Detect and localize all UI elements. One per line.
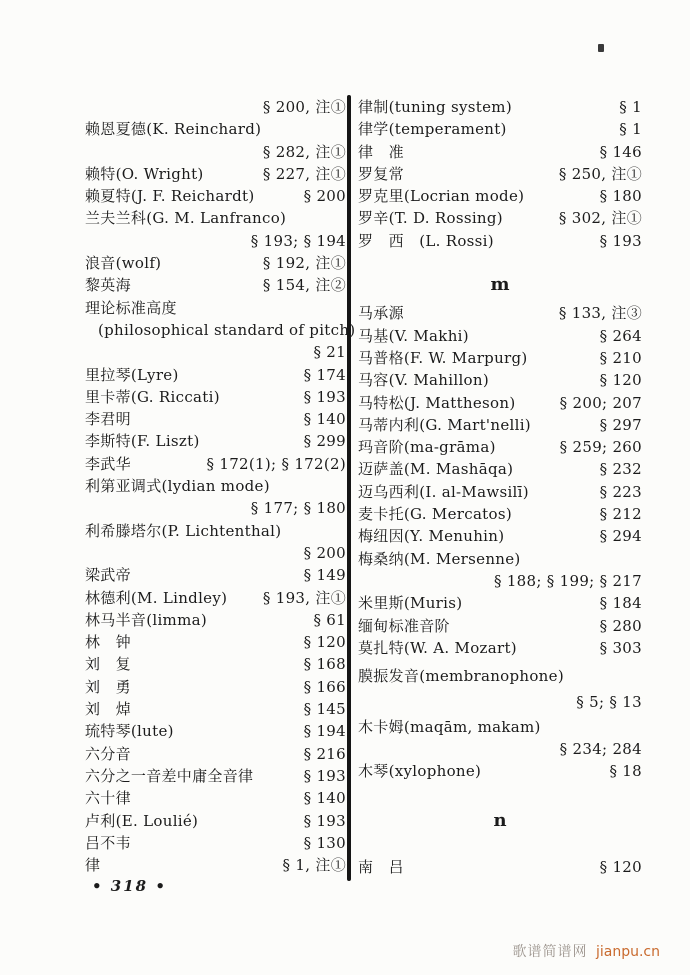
entry-ref: § 193, 注①	[262, 588, 346, 607]
index-line	[358, 856, 642, 878]
section-header-n: n	[493, 809, 507, 831]
entry-term: 黎英海	[85, 276, 131, 295]
entry-ref: § 299	[303, 432, 346, 451]
index-line	[358, 163, 642, 185]
ink-speck	[598, 44, 604, 52]
index-line	[358, 414, 642, 436]
entry-term: 利第亚调式(lydian mode)	[85, 477, 270, 496]
entry-ref: § 194	[303, 722, 346, 741]
index-line	[85, 698, 346, 720]
entry-term: 迈萨盖(M. Mashāqa)	[358, 460, 514, 479]
entry-ref: § 140	[303, 789, 346, 808]
entry-ref: § 294	[599, 527, 642, 546]
index-line	[85, 587, 346, 609]
entry-ref: § 223	[599, 482, 642, 501]
entry-ref: § 130	[303, 833, 346, 852]
entry-ref: § 149	[303, 566, 346, 585]
entry-term: 六分音	[85, 744, 131, 763]
entry-ref: § 297	[599, 415, 642, 434]
index-line	[358, 436, 642, 458]
index-line	[358, 738, 642, 760]
entry-term: 麦卡托(G. Mercatos)	[358, 505, 512, 524]
index-line	[358, 118, 642, 140]
index-line	[85, 118, 346, 140]
entry-ref: § 200	[303, 187, 346, 206]
entry-ref: § 21	[313, 343, 346, 362]
entry-ref: § 210	[599, 348, 642, 367]
index-line	[358, 570, 642, 592]
entry-term: 玛音阶(ma-grāma)	[358, 438, 496, 457]
index-line	[358, 230, 642, 252]
entry-ref: § 146	[599, 142, 642, 161]
entry-term: 理论标准高度	[85, 298, 177, 317]
entry-ref: § 193	[303, 387, 346, 406]
index-line	[358, 185, 642, 207]
entry-ref: § 168	[303, 655, 346, 674]
entry-ref: § 280	[599, 616, 642, 635]
index-line	[358, 503, 642, 525]
index-line	[358, 347, 642, 369]
entry-term: 林 钟	[85, 633, 131, 652]
index-line	[85, 207, 346, 229]
entry-ref: § 193	[599, 231, 642, 250]
entry-term: 李斯特(F. Liszt)	[85, 432, 200, 451]
index-line	[358, 392, 642, 414]
entry-ref: § 232	[599, 460, 642, 479]
index-line	[85, 765, 346, 787]
index-line	[85, 230, 346, 252]
index-line	[358, 207, 642, 229]
entry-ref: § 184	[599, 594, 642, 613]
entry-ref: § 234; 284	[559, 740, 642, 759]
entry-term: 律制(tuning system)	[358, 98, 512, 116]
entry-ref: § 193	[303, 811, 346, 830]
index-line	[358, 302, 642, 324]
index-line	[85, 497, 346, 519]
index-line	[85, 274, 346, 296]
index-line	[85, 319, 356, 341]
entry-term: 里拉琴(Lyre)	[85, 365, 179, 384]
index-line	[85, 810, 346, 832]
entry-ref: § 1	[619, 120, 642, 139]
entry-term: 梅桑纳(M. Mersenne)	[358, 549, 521, 568]
index-line	[358, 760, 642, 782]
entry-ref: § 180	[599, 187, 642, 206]
index-line	[85, 430, 346, 452]
entry-term: 林德利(M. Lindley)	[85, 588, 228, 607]
entry-ref: § 227, 注①	[262, 164, 346, 183]
index-line	[85, 720, 346, 742]
entry-term: 琉特琴(lute)	[85, 722, 174, 741]
entry-ref: § 166	[303, 677, 346, 696]
index-line	[85, 408, 346, 430]
index-line	[358, 548, 642, 570]
index-line	[358, 369, 642, 391]
entry-term: 刘 焯	[85, 700, 131, 719]
index-line	[85, 854, 346, 876]
index-line	[85, 163, 346, 185]
index-line	[85, 564, 346, 586]
index-line	[85, 832, 346, 854]
entry-term: 梅纽因(Y. Menuhin)	[358, 527, 505, 546]
index-line	[358, 691, 642, 713]
entry-term: 南 吕	[358, 857, 404, 876]
index-line	[85, 252, 346, 274]
entry-term: 浪音(wolf)	[85, 254, 162, 273]
entry-term: 马承源	[358, 304, 404, 323]
entry-ref: § 120	[599, 371, 642, 390]
index-line	[85, 364, 346, 386]
index-line	[85, 609, 346, 631]
entry-ref: § 18	[609, 762, 642, 781]
entry-ref: § 174	[303, 365, 346, 384]
entry-term: 李君明	[85, 410, 131, 429]
index-line	[358, 481, 642, 503]
entry-ref: § 212	[599, 505, 642, 524]
entry-ref: § 1, 注①	[282, 856, 346, 875]
entry-ref: § 200	[303, 543, 346, 562]
entry-term: 卢利(E. Loulié)	[85, 811, 199, 830]
index-line	[358, 615, 642, 637]
column-divider	[347, 95, 351, 881]
entry-term: 刘 勇	[85, 677, 131, 696]
entry-ref: § 1	[619, 98, 642, 116]
index-line	[85, 743, 346, 765]
entry-term: 吕不韦	[85, 833, 131, 852]
entry-term: 林马半音(limma)	[85, 610, 207, 629]
index-line	[358, 665, 642, 687]
index-line	[358, 458, 642, 480]
index-line	[85, 475, 346, 497]
entry-ref: § 200, 注①	[262, 98, 346, 116]
entry-term: 迈乌西利(I. al-Mawsilī)	[358, 482, 529, 501]
index-line	[85, 787, 346, 809]
entry-term: (philosophical standard of pitch)	[98, 320, 356, 339]
entry-term: 六分之一音差中庸全音律	[85, 766, 254, 785]
entry-ref: § 120	[599, 857, 642, 876]
entry-term: 膜振发音(membranophone)	[358, 667, 564, 686]
entry-term: 马基(V. Makhi)	[358, 326, 469, 345]
entry-term: 木卡姆(maqām, makam)	[358, 717, 541, 736]
entry-ref: § 250, 注①	[558, 164, 642, 183]
entry-ref: § 5; § 13	[576, 693, 642, 712]
entry-ref: § 140	[303, 410, 346, 429]
index-line	[85, 676, 346, 698]
index-line	[358, 637, 642, 659]
index-line	[85, 631, 346, 653]
entry-ref: § 61	[313, 610, 346, 629]
entry-ref: § 188; § 199; § 217	[493, 571, 642, 590]
entry-term: 莫扎特(W. A. Mozart)	[358, 638, 517, 657]
section-header-m: m	[490, 274, 510, 296]
index-line	[85, 141, 346, 163]
entry-term: 赖夏特(J. F. Reichardt)	[85, 187, 255, 206]
entry-term: 罗克里(Locrian mode)	[358, 187, 525, 206]
index-line	[85, 542, 346, 564]
index-line	[358, 525, 642, 547]
index-line	[85, 185, 346, 207]
entry-term: 木琴(xylophone)	[358, 762, 482, 781]
index-line	[85, 453, 346, 475]
index-line	[85, 341, 346, 363]
entry-ref: § 172(1); § 172(2)	[206, 454, 346, 473]
index-line	[85, 297, 346, 319]
entry-term: 赖特(O. Wright)	[85, 164, 204, 183]
entry-term: 马容(V. Mahillon)	[358, 371, 489, 390]
entry-ref: § 192, 注①	[262, 254, 346, 273]
index-column-right	[358, 96, 642, 878]
index-line	[85, 520, 346, 542]
entry-term: 六十律	[85, 789, 131, 808]
entry-ref: § 120	[303, 633, 346, 652]
entry-ref: § 193	[303, 766, 346, 785]
index-line	[85, 653, 346, 675]
entry-ref: § 282, 注①	[262, 142, 346, 161]
entry-term: 罗辛(T. D. Rossing)	[358, 209, 503, 228]
entry-ref: § 154, 注②	[262, 276, 346, 295]
index-line	[358, 96, 642, 118]
index-line	[358, 592, 642, 614]
entry-ref: § 193; § 194	[250, 231, 346, 250]
entry-ref: § 264	[599, 326, 642, 345]
entry-term: 利希滕塔尔(P. Lichtenthal)	[85, 521, 282, 540]
entry-term: 梁武帝	[85, 566, 131, 585]
entry-term: 里卡蒂(G. Riccati)	[85, 387, 220, 406]
entry-term: 刘 复	[85, 655, 131, 674]
entry-term: 李武华	[85, 454, 131, 473]
entry-ref: § 302, 注①	[558, 209, 642, 228]
index-line	[358, 716, 642, 738]
entry-term: 律学(temperament)	[358, 120, 507, 139]
entry-term: 马特松(J. Mattheson)	[358, 393, 516, 412]
index-line	[358, 141, 642, 163]
entry-term: 律 准	[358, 142, 404, 161]
entry-ref: § 145	[303, 700, 346, 719]
entry-ref: § 200; 207	[559, 393, 642, 412]
watermark	[513, 941, 660, 961]
watermark-site-url: jianpu.cn	[595, 944, 660, 960]
watermark-site-name: 歌谱简谱网	[512, 944, 588, 960]
entry-term: 赖恩夏德(K. Reinchard)	[85, 120, 262, 139]
index-column-left	[85, 96, 356, 876]
index-line	[85, 386, 346, 408]
entry-ref: § 303	[599, 638, 642, 657]
entry-ref: § 133, 注③	[558, 304, 642, 323]
entry-term: 米里斯(Muris)	[358, 594, 463, 613]
entry-term: 兰夫兰科(G. M. Lanfranco)	[85, 209, 287, 228]
entry-term: 缅甸标准音阶	[358, 616, 450, 635]
index-line	[358, 325, 642, 347]
entry-ref: § 259; 260	[559, 438, 642, 457]
entry-ref: § 177; § 180	[250, 499, 346, 518]
entry-ref: § 216	[303, 744, 346, 763]
entry-term: 律	[85, 856, 101, 875]
entry-term: 罗 西 (L. Rossi)	[358, 231, 494, 250]
entry-term: 马普格(F. W. Marpurg)	[358, 348, 528, 367]
index-line	[85, 96, 346, 118]
page-number: • 318 •	[92, 877, 167, 895]
entry-term: 马蒂内利(G. Mart'nelli)	[358, 415, 531, 434]
entry-term: 罗复常	[358, 164, 404, 183]
